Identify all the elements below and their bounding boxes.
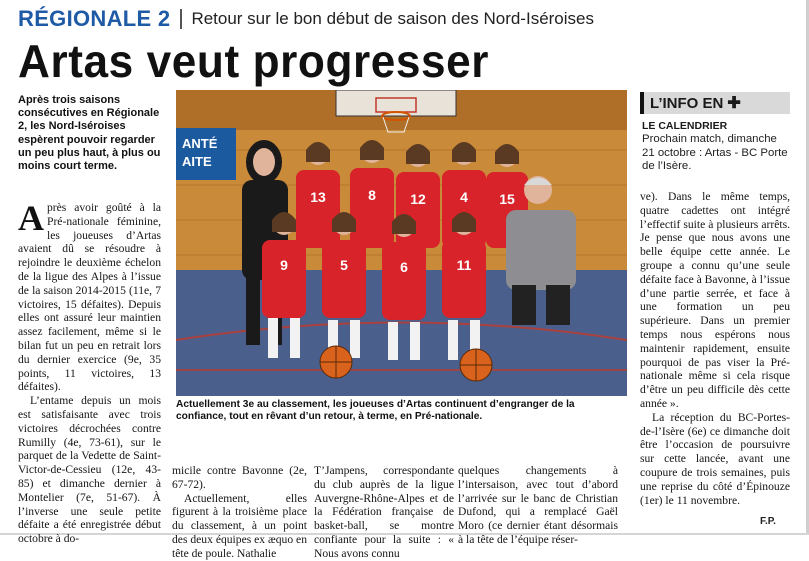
info-box-header [640, 92, 790, 114]
jersey-number: 15 [499, 191, 515, 207]
svg-text:AITE: AITE [182, 154, 212, 169]
section-label: RÉGIONALE 2 [18, 6, 171, 31]
jersey-number: 13 [310, 189, 326, 205]
jersey-number: 12 [410, 191, 426, 207]
paragraph: L’entame depuis un mois est satisfaisante avec trois victoires décrochées contre Rumilly (4e, 73-61), sur le parquet de la Vedette de Saint-Victor-de-Cessieu (12e, 43-85) et dimanche dernier à Montelier (7e, 51-67). À l’inverse une seule petite défaite a été enregistrée début octobre à do- [18, 394, 161, 546]
jersey-number: 5 [340, 257, 348, 273]
photo-caption: Actuellement 3e au classement, les joueuses d’Artas continuent d’engranger de la confiance, tout en rêvant d’un retour, à terme, en Pré-nationale. [176, 399, 575, 422]
jersey-number: 9 [280, 257, 288, 273]
body-column-3 [314, 464, 454, 561]
team-photo-illustration [176, 90, 627, 396]
kicker-subhead: Retour sur le bon début de saison des Nord-Iséroises [191, 9, 594, 28]
jersey-number: 4 [460, 189, 468, 205]
paragraph: T’Jampens, correspondante du club auprès de la ligue Auvergne-Rhône-Alpes et de la Fédération française de basket-ball, se montre confiante pour la suite : « Nous avons connu [314, 464, 454, 560]
info-box [640, 92, 790, 174]
body-column-5 [640, 190, 790, 507]
author-signature: F.P. [760, 516, 776, 527]
paragraph: quelques changements à l’intersaison, avec tout d’abord l’arrivée sur le banc de Christian Dufond, qui a remplacé Gaël Moro (ce dernier étant désormais à la tête de l’équipe réser- [458, 464, 618, 546]
paragraph: près avoir goûté à la Pré-nationale féminine, les joueuses d’Artas avaient dû se résoudre à rejoindre le deuxième échelon de la ligue des Alpes à l’issue de la saison 2014-2015 (11e, 7 victoires, 15 défaites). Depuis elles ont assuré leur maintien assez facilement, même si le bilan fut un peu en retrait lors du dernier exercice (9e, 35 points, 11 victoires, 13 défaites). [18, 201, 161, 394]
article-kicker [18, 6, 594, 32]
info-box-text: Prochain match, dimanche 21 octobre : Artas - BC Porte de l’Isère. [642, 133, 788, 172]
headline: Artas veut progresser [18, 35, 490, 87]
paragraph: La réception du BC-Portes-de-l’Isère (6e) ce dimanche doit être l’occasion de poursuivre sur cette lancée, avant une coupure de trois semaines, puis une reprise du côté d’Épinouze (1er) le 11 novembre. [640, 410, 790, 507]
jersey-number: 11 [456, 257, 472, 273]
body-column-2 [172, 464, 307, 561]
plus-icon: ✚ [727, 95, 741, 112]
article-lead: Après trois saisons consécutives en Régionale 2, les Nord-Iséroises espèrent pouvoir regarder un peu plus haut, à plus ou moins court terme. [18, 94, 161, 173]
team-photo [176, 90, 627, 396]
info-box-label: L’INFO EN [650, 94, 724, 112]
body-column-4 [458, 464, 618, 547]
dropcap: A [18, 198, 44, 238]
info-box-title: LE CALENDRIER [642, 120, 728, 132]
paragraph: micile contre Bavonne (2e, 67-72). [172, 464, 307, 491]
kicker-divider [180, 9, 182, 29]
paragraph: Actuellement, elles figurent à la troisième place du classement, à un point des deux équipes ex æquo en tête de poule. Nathalie [172, 491, 307, 560]
jersey-number: 8 [368, 187, 376, 203]
paragraph: ve). Dans le même temps, quatre cadettes ont intégré l’effectif suite à plusieurs arrêts. Je pense que nous avons une belle équipe cette année. Le groupe a connu qu’une seule défaite face à Bavonne, à l’issue d’une partie serrée, et face à une formation un peu supérieure. Dans un premier temps nous espérons nous maintenir rapidement, ensuite pourquoi de pas viser la Pré-nationale même si cela risque d’être un peu difficile dès cette année ». [640, 190, 790, 410]
banner-text: ANTÉ [182, 136, 218, 151]
body-column-1 [18, 198, 161, 546]
jersey-number: 6 [400, 259, 408, 275]
